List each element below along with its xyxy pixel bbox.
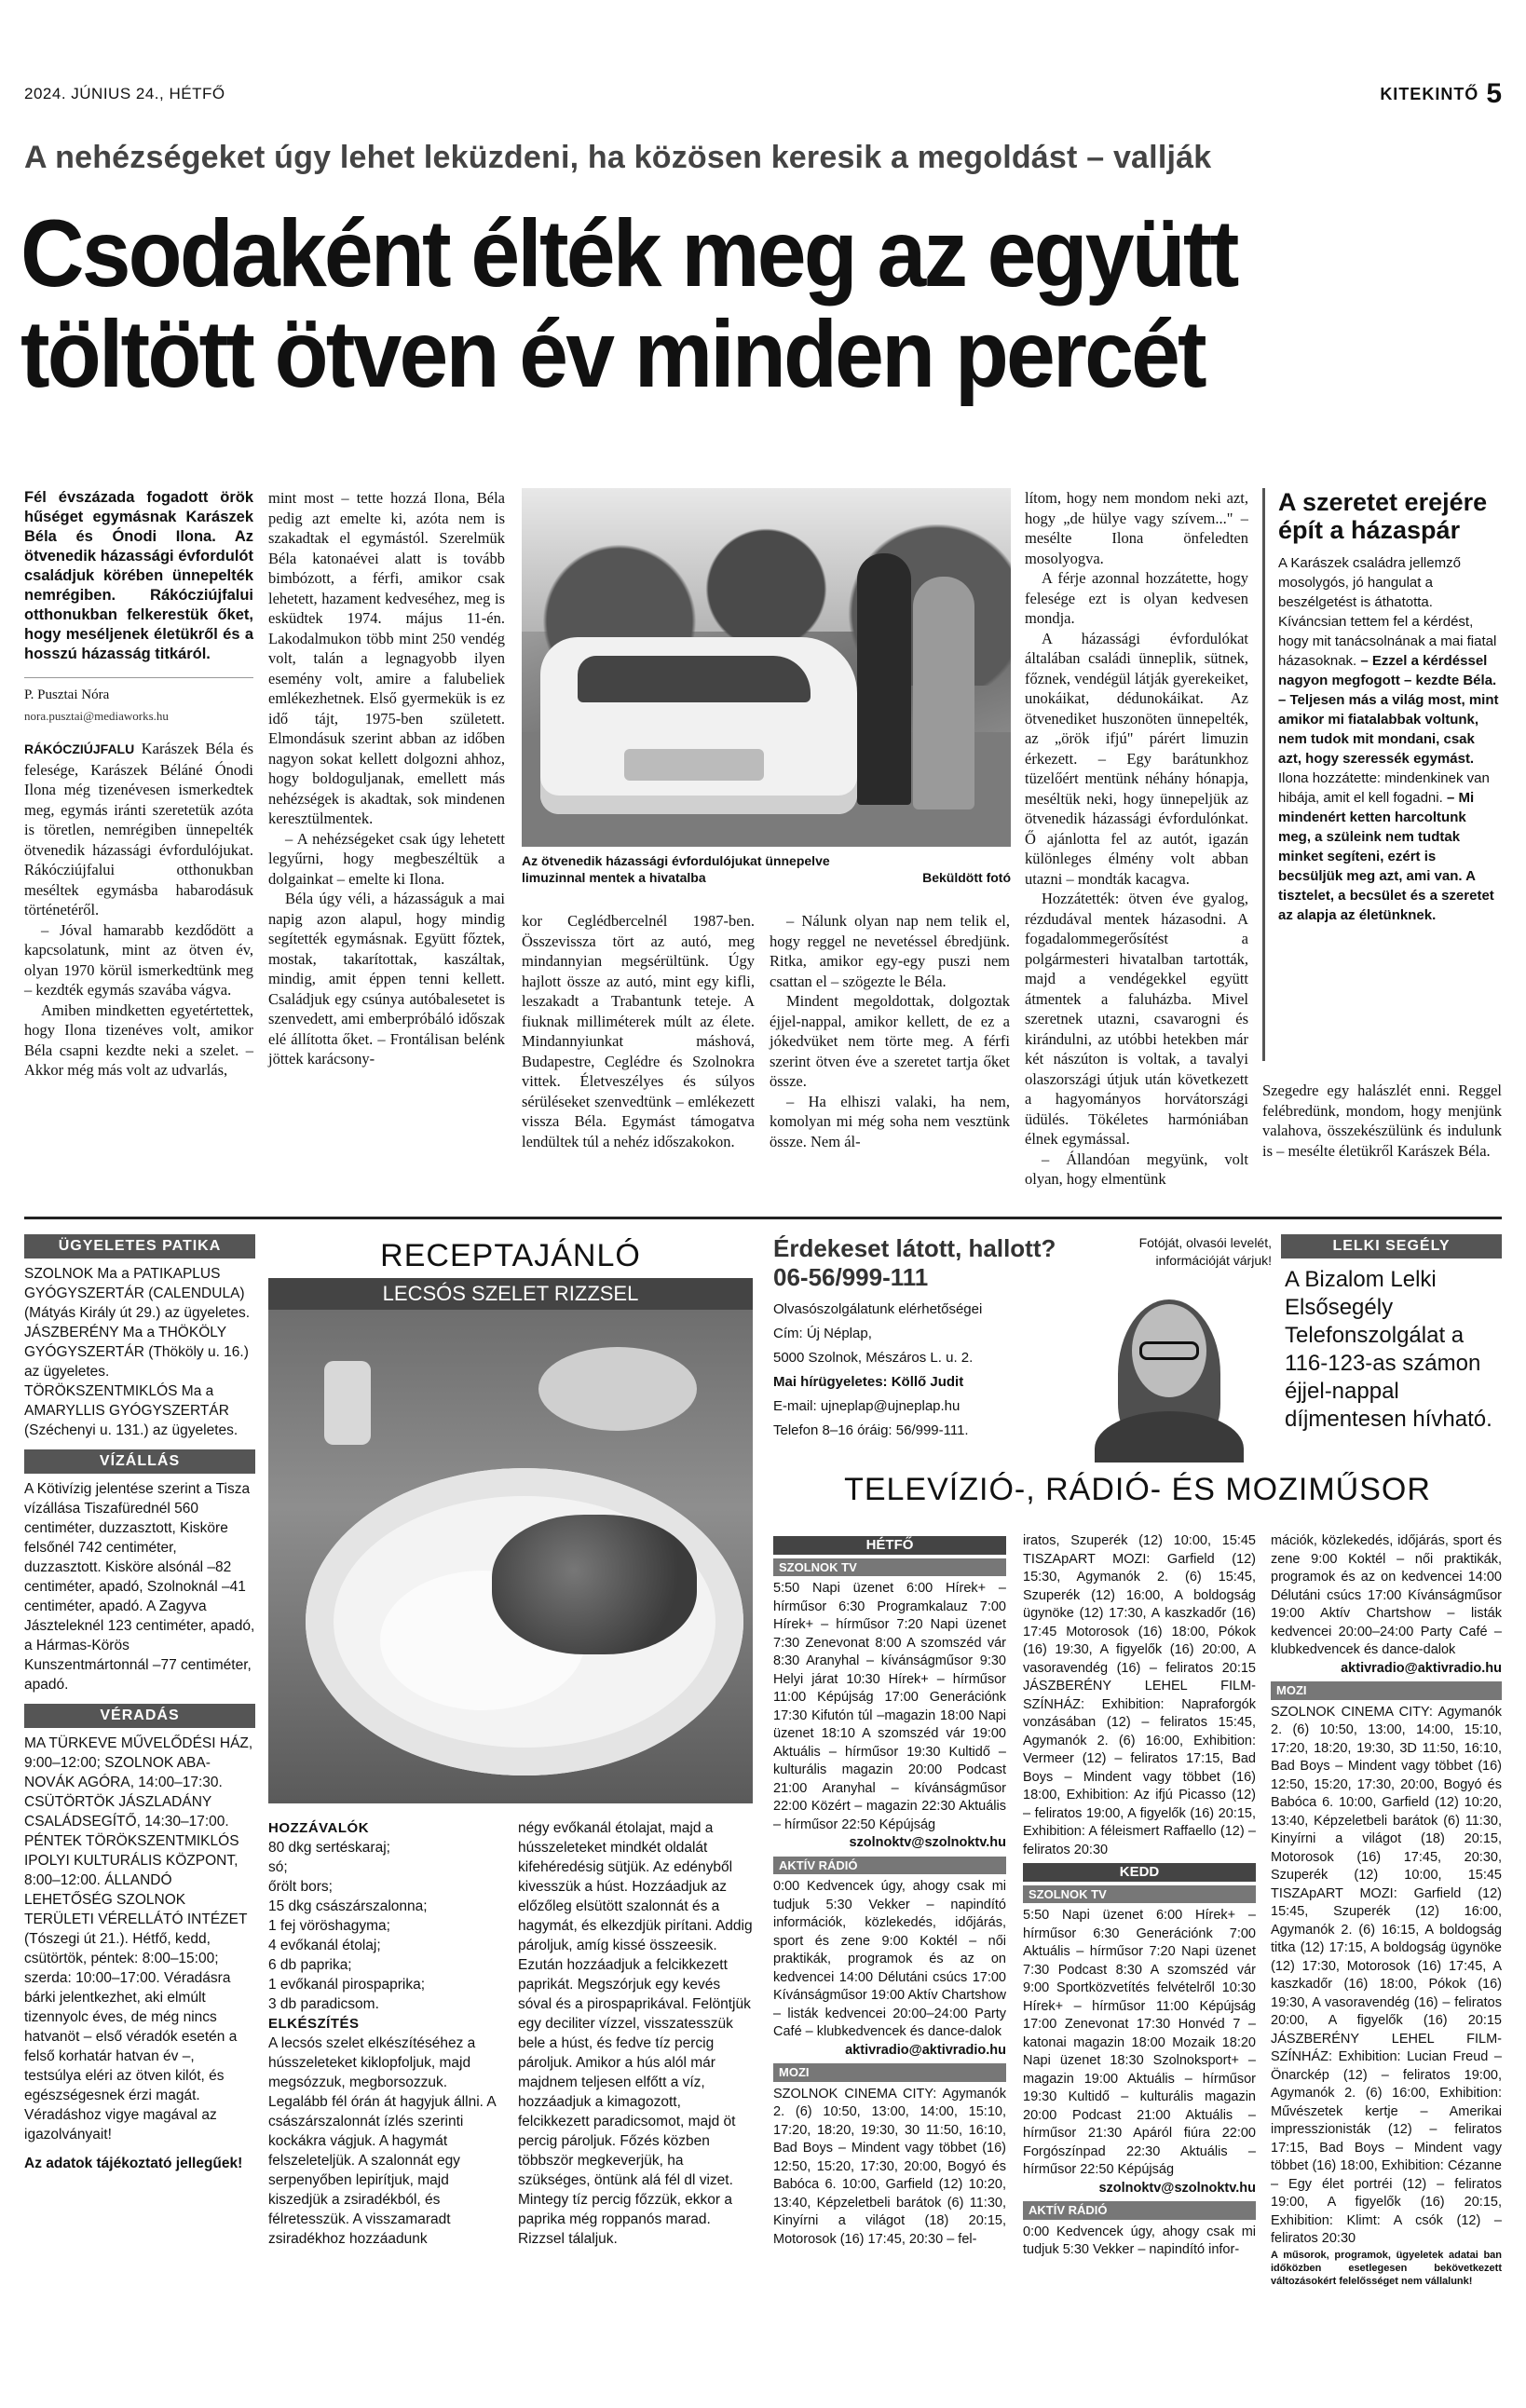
page-number: 5 <box>1486 78 1502 109</box>
article-headline <box>20 200 1398 407</box>
article-lead: Fél évszázada fogadott örök hűséget egymásnak Karászek Béla és Ónodi Ilona. Az ötvenedik házassági évfordulót családjuk körében ünnepelték nemrégiben. Rákócziújfalui otthonukban felkerestük őket, hogy meséljenek életükről és a hosszú házasság titkáról. <box>24 489 253 662</box>
blood-text: MA TÜRKEVE MŰVELŐDÉSI HÁZ, 9:00–12:00; SZOLNOK ABA-NOVÁK AGÓRA, 14:00–17:30. CSÜTÖRTÖK JÁSZLADÁNY CSALÁDSEGÍTŐ, 14:30–17:00. PÉNTEK TÖRÖKSZENTMIKLÓS IPOLYI KULTURÁLIS KÖZPONT, 8:00–12:00. ÁLLANDÓ LEHETŐSÉG SZOLNOK TERÜLETI VÉRELLÁTÓ INTÉZET (Tószegi út 21.). Hétfő, kedd, csütörtök, péntek: 8:00–15:00; szerda: 10:00–17:00. Véradásra bárki jelentkezhet, aki elmúlt tizennyolc éves, de még nincs hatvanöt – első véradók esetén a felső korhatár hatvan év –, testsúlya eléri az ötven kilót, és egészségesnek érzi magát. Véradáshoz vigye magával az igazolványait! <box>24 1735 253 2143</box>
recipe-subtitle: LECSÓS SZELET RIZZSEL <box>268 1278 753 1310</box>
water-text: A Kötivízig jelentése szerint a Tisza vízállása Tiszafürednél 560 centiméter, duzzasztott, Kisköre felsőnél 742 centiméter, duzzasztott. Kisköre alsónál –82 centiméter, apadó, Szolnoknál –41 centiméter, apadó. A Zagyva Jászteleknél 123 centiméter, apadó, a Hármas-Körös Kunszentmártonnál –77 centiméter, apadó. <box>24 1481 255 1693</box>
contact-note: Fotóját, olvasói levelét, információját várjuk! <box>1138 1235 1272 1268</box>
method-text-b: négy evőkanál étolajat, majd a hússzeleteket mindkét oldalát kifehéredésig sütjük. Az edényből kivesszük a húst. Hozzáadjuk az előzőleg elsütött szalonnát és a hagymát, és elkezdjük pirítani. Addig pároljuk, amíg kissé összeesik. Ezután hozzáadjuk a felcikkezett paprikát. Megszórjuk egy kevés sóval és a pirospaprikával. Felöntjük egy deciliter vízzel, visszatesszük bele a húst, és fedve tíz percig pároljuk. Amikor a hús alól már majdnem teljesen elfőtt a víz, hozzáadjuk a kimagozott, felcikkezett paradicsomot, majd öt percig pároljuk. Főzés közben többször megkeverjük, ha szükséges, öntünk alá fél dl vizet. Mintegy tíz percig főzzük, ekkor a paprika még roppanós marad. Rizzsel tálaljuk. <box>518 1820 753 2247</box>
sidebar-title: A szeretet erejére épít a házaspár <box>1278 488 1488 544</box>
dish-photo <box>268 1310 753 1803</box>
author-email: nora.pusztai@mediaworks.hu <box>24 708 169 723</box>
sidebar-box <box>1262 488 1502 1061</box>
page-header <box>24 78 1502 110</box>
article-column-3: kor Ceglédbercelnél 1987-ben. Összevissza tört az autó, meg mindannyian megsérültünk. Úgy hajlott össze az autó, mint egy kifli, leszakadt a Trabantunk teteje. A fiuknak milliméterek múlt az élete. Mindannyiunkat máshová, Budapestre, Ceglédre és Szolnokra vittek. Életveszélyes és súlyos sérüléseket szenvedtünk – emlékezett vissza Béla. Egymást támogatva lendültek túl a nehéz időszakokon. <box>522 912 755 1150</box>
service-strip <box>24 1234 255 2183</box>
recipe-box <box>268 1234 753 2249</box>
article-end: Szegedre egy halászlét enni. Reggel felébredünk, mondom, hogy menjünk valahova, összekészülünk és indulunk is – mesélte életükről Karászek Béla. <box>1262 1082 1502 1160</box>
contact-email: E-mail: ujneplap@ujneplap.hu <box>773 1398 961 1414</box>
ingredients-head: HOZZÁVALÓK <box>268 1820 370 1836</box>
editor-portrait <box>1085 1299 1253 1462</box>
section-name: KITEKINTŐ <box>1380 84 1479 103</box>
couple-limousine-photo <box>522 488 1011 847</box>
photo-caption: Az ötvenedik házassági évfordulójukat ünnepelve limuzinnal mentek a hivatalba Beküldött fotó <box>522 853 1011 885</box>
recipe-title: RECEPTAJÁNLÓ <box>380 1238 641 1273</box>
tv-disclaimer: A műsorok, programok, ügyeletek adatai ban időközben esetlegesen bekövetkezett változásokért felelősséget nem vállalunk! <box>1271 2249 1502 2287</box>
article-column-1: Fél évszázada fogadott örök hűséget egymásnak Karászek Béla és Ónodi Ilona. Az ötvenedik házassági évfordulót családjuk körében ünnepelték nemrégiben. Rákócziújfalui otthonukban felkerestük őket, hogy meséljenek életükről és a hosszú házasság titkáról. P. Pusztai Nóra nora.pusztai@mediaworks.hu RÁKÓCZIÚJFALU Karászek Béla és felesége, Karászek Béláné Ónodi Ilona még tizenévesen ismerkedtek meg, egymás iránti szeretetük azóta is töretlen, nemrégiben ünnepelték ötvenedik házassági évfordulójukat. Rákócziújfalui otthonukban meséltek egymásba habarodásuk történetéről. – Jóval hamarabb kezdődött a kapcsolatunk, mint az ötven év, olyan 1970 körül ismerkedtünk meg – kezdték egymás szavába vágva. Amiben mindketten egyetértettek, hogy Ilona tizenéves volt, amikor Béla csapni kezdte neki a szelet. – Akkor még más volt az udvarlás, <box>24 489 253 1079</box>
article-column-2: mint most – tette hozzá Ilona, Béla pedig azt emelte ki, azóta nem is szakadtak el egymástól. Szerelmük Béla katonaévei alatt is tovább bimbózott, a férfi, amikor csak lehetett, hazament kedveséhez, meg is esküdtek 1974. május 11-én. Lakodalmukon több mint 250 vendég volt, talán a legnagyobb ilyen esemény volt, amire a falubeliek emlékezhetnek. Első gyermekük is ez idő tájt, 1975-ben született. Elmondásuk szerint abban az időben nagyon sokat kellett dolgozni ahhoz, hogy boldoguljanak, emellett más nehézségek is akadtak, sok mindenen keresztülmentek. – A nehézségeket csak úgy lehetett legyűrni, hogy megbeszéltük a dolgainkat – emelte ki Ilona. Béla úgy véli, a házasságuk a mai napig azon alapul, hogy mindig segítették egymásnak. Együtt főztek, mostak, takarítottak, kaszáltak, mindig, amit éppen tenni kellett. Családjuk egy csúnya autóbalesetet is szenvedett, ami emberpróbáló időszak elé állította őket. – Frontálisan belénk jöttek karácsony- <box>268 489 505 1068</box>
method-head: ELKÉSZÍTÉS <box>268 2016 360 2032</box>
article-column-4: – Nálunk olyan nap nem telik el, hogy reggel ne nevetéssel ébredjünk. Ritka, amikor egy-egy puszi nem csattan el – szögezte le Béla. Mindent megoldottak, dolgoztak éjjel-nappal, amikor kellett, de ez a jókedvüket nem törte meg. A férfi szerint ötven éve a szeretet tartja őket össze. – Ha elhiszi valaki, ha nem, komolyan mi még soha nem vesztünk össze. Nem ál- <box>770 912 1010 1150</box>
contact-phone: 06-56/999-111 <box>773 1263 929 1291</box>
section-divider <box>24 1217 1502 1219</box>
blood-note: Az adatok tájékoztató jellegűek! <box>24 2156 243 2171</box>
pharmacy-text: SZOLNOK Ma a PATIKAPLUS GYÓGYSZERTÁR (CALENDULA) (Mátyás Király út 29.) az ügyeletes. JÁSZBERÉNY Ma a THÖKÖLY GYÓGYSZERTÁR (Thököly u. 16.) az ügyeletes. TÖRÖKSZENTMIKLÓS Ma a AMARYLLIS GYÓGYSZERTÁR (Széchenyi u. 131.) az ügyeletes. <box>24 1266 251 1438</box>
blood-title: VÉRADÁS <box>24 1704 255 1728</box>
helpline-box <box>1281 1234 1502 1441</box>
dateline: RÁKÓCZIÚJFALU <box>24 741 135 756</box>
reader-contact-box: Érdekeset látott, hallott? 06-56/999-111 Olvasószolgálatunk elérhetőségei Cím: Új Néplap, 5000 Szolnok, Mészáros L. u. 2. Mai hírügyeletes: Köllő Judit E-mail: ujneplap@ujneplap.hu Telefon 8–16 óráig: 56/999-111. Fotóját, olvasói levelét, információját várjuk! <box>773 1234 1272 1458</box>
tv-column-1: HÉTFŐ SZOLNOK TV 5:50 Napi üzenet 6:00 Hírek+ – hírműsor 6:30 Programkalauz 7:00 Hírek+ – hírműsor 7:20 Napi üzenet 7:30 Zenevonat 8:00 A szomszéd vár 8:30 Aranyhal – kívánságműsor 9:30 Helyi járat 10:30 Hírek+ – hírműsor 11:00 Képújság 17:00 Generációnk 17:30 Kifutón túl –magazin 18:00 Napi üzenet 18:10 A szomszéd vár 19:00 Aktuális – hírműsor 19:30 Kultidő – kulturális magazin 20:00 Podcast 21:00 Aranyhal – kívánságműsor 22:00 Közért – magazin 22:30 Aktuális – hírműsor 22:50 Képújság szolnoktv@szolnoktv.hu AKTÍV RÁDIÓ 0:00 Kedvencek úgy, ahogy csak mi tudjuk 5:30 Vekker – napindító információk, közlekedés, időjárás, sport és zene 9:00 Koktél – női praktikák, programok és az on kedvencei 14:00 Délutáni csúcs 17:00 Kívánságműsor 19:00 Aktív Chartshow – listák kedvencei 20:00–24:00 Party Café – klubkedvencek és dance-dalok aktivradio@aktivradio.hu MOZI SZOLNOK CINEMA CITY: Agymanók 2. (6) 10:50, 13:00, 14:00, 15:10, 17:20, 18:20, 19:30, 30 11:50, 16:10, Bad Boys – Mindent vagy többet (16) 12:50, 15:20, 17:30, 20:00, Bogyó és Babóca 6. 10:00, Garfield (12) 10:20, 13:40, Képzeletbeli barátok (6) 11:30, Kinyírni a világot (18) 20:15, Motorosok (16) 17:45, 20:30 – fel- <box>773 1537 1006 2247</box>
method-text-a: A lecsós szelet elkészítéséhez a hússzeleteket kiklopfoljuk, majd megsózzuk, megborsozzuk. Legalább fél órán át hagyjuk állni. A császárszalonnát ízlés szerinti kockákra vágjuk. A hagymát felszeleteljük. A szalonnát egy serpenyőben lepirítjuk, majd kiszedjük a zsiradékból, és félretesszük. A visszamaradt zsiradékhoz hozzáadunk <box>268 2035 496 2247</box>
contact-heading: Érdekeset látott, hallott? <box>773 1234 1056 1262</box>
helpline-text: A Bizalom Lelki Elsősegély Telefonszolgálat a 116-123-as számon éjjel-nappal díjmentesen hívható. <box>1285 1267 1492 1432</box>
sidebar-body: A Karászek családra jellemző mosolygós, jó hangulat a beszélgetést is áthatotta. Kíváncsian tettem fel a kérdést, hogy mit tanácsolnának a mai fiatal házasoknak. – Ezzel a kérdéssel nagyon megfogott – kezdte Béla. – Teljesen más a világ most, mint amikor mi fiatalabbak voltunk, nem tudok mit mondani, csak azt, hogy szeressék egymást. Ilona hozzátette: mindenkinek van hibája, amit el kell fogadni. – Mi mindenért ketten harcoltunk meg, a szüleink nem tudtak minket segíteni, ezért is becsüljük meg azt, ami van. A tisztelet, a becsület és a szeretet az alapja az életünknek. <box>1278 555 1499 923</box>
author-name: P. Pusztai Nóra <box>24 677 253 706</box>
water-title: VÍZÁLLÁS <box>24 1449 255 1474</box>
tv-column-2: iratos, Szuperék (12) 10:00, 15:45 TISZApART MOZI: Garfield (12) 15:30, Agymanók 2. (6) 15:45, Szuperék (12) 16:00, A boldogság ügynöke (12) 17:30, A kaszkadőr (16) 17:45 Motorosok (16) 18:00, Pókok (16) 19:30, A figyelők (16) 20:00, A vasoravendég (16) – feliratos 20:15 JÁSZBERÉNY LEHEL FILM-SZÍNHÁZ: Exhibition: Napraforgók vonzásában (12) – feliratos 15:45, Agymanók 2. (6) 16:00, Exhibition: Vermeer (12) – feliratos 17:15, Bad Boys – Mindent vagy többet (16) 18:00, Exhibition: Az ifjú Picasso (12) – feliratos 19:00, A figyelők (16) 20:15, Exhibition: A féleismert Raffaello (12) – feliratos 20:30 KEDD SZOLNOK TV 5:50 Napi üzenet 6:00 Hírek+ – hírműsor 6:30 Generációnk 7:00 Aktuális – hírműsor 7:20 Napi üzenet 7:30 Podcast 8:30 A szomszéd vár 9:00 Sportközvetítés felvételről 10:30 Hírek+ – hírműsor 11:00 Képújság 17:00 Zenevonat 17:30 Honvéd 7 – katonai magazin 18:00 Mozaik 18:20 Napi üzenet 18:30 Szolnoksport+ – magazin 19:00 Aktuális – hírműsor 19:30 Kultidő – kulturális magazin 20:00 Podcast 21:00 Aktuális – hírműsor 21:30 Apáról fiúra 22:00 Forgószínpad 22:30 Aktuális – hírműsor 22:50 Képújság szolnoktv@szolnoktv.hu AKTÍV RÁDIÓ 0:00 Kedvencek úgy, ahogy csak mi tudjuk 5:30 Vekker – napindító infor- <box>1023 1533 1256 2257</box>
tv-section-title: TELEVÍZIÓ-, RÁDIÓ- ÉS MOZIMŰSOR <box>844 1472 1431 1507</box>
ingredients: HOZZÁVALÓK 80 dkg sertéskaraj; só; őrölt bors; 15 dkg császárszalonna; 1 fej vöröshagyma; 4 evőkanál étolaj; 6 db paprika; 1 evőkanál pirospaprika; 3 db paradicsom. ELKÉSZÍTÉS A lecsós szelet elkészítéséhez a hússzeleteket kiklopfoljuk, majd megsózzuk, megborsozzuk. Legalább fél órán át hagyjuk állni. A császárszalonnát ízlés szerinti kockákra vágjuk. A hagymát felszeleteljük. A szalonnát egy serpenyőben lepirítjuk, majd kiszedjük a zsiradékból, és félretesszük. A visszamaradt zsiradékhoz hozzáadunk <box>268 1818 503 2249</box>
photo-credit: Beküldött fotó <box>922 870 1011 885</box>
headline-line-2: töltött ötven év minden percét <box>20 301 1205 407</box>
pharmacy-title: ÜGYELETES PATIKA <box>24 1234 255 1258</box>
headline-line-1: Csodaként élték meg az együtt <box>20 200 1237 306</box>
article-column-5: lítom, hogy nem mondom neki azt, hogy „de hülye vagy szívem..." – mesélte Ilona önfeledten mosolyogva. A férje azonnal hozzátette, hogy felesége ezt is olyan kedvesen mondja. A házassági évfordulókat általában családi ünneplik, sütnek, főznek, vendégül látják gyerekeiket, unokáikat, dédunokáikat. Az ötvenediket huszonöten ünnepelték, az „örök ifjú" párért limuzin érkezett. – Egy barátunkhoz tüzelőért mentünk néhány hónapja, meséltük neki, hogy ünnepeljük az ötvenedik házassági évfordulónkat. Ő ajánlotta fel az autót, igazán különleges élmény volt abban utazni – mondták kacagva. Hozzátették: ötven éve gyalog, rézdudával mentek házasodni. A fogadalommegerősítést a polgármesteri hivatalban tartották, majd a vendégekkel együtt átmentek a faluházba. Mivel szeretnek utazni, csavarogni és kirándulni, az utóbbi hetekben már két nászúton is voltak, a tavalyi olaszországi útjuk után következett a hagyományos horvátországi üdülés. Tökéletes harmóniában élnek egymással. – Állandóan megyünk, volt olyan, hogy elmentünk <box>1025 489 1248 1188</box>
issue-date: 2024. JÚNIUS 24., HÉTFŐ <box>24 85 225 102</box>
tv-column-3: mációk, közlekedés, időjárás, sport és zene 9:00 Koktél – női praktikák, programok és az on kedvencei 14:00 Délutáni csúcs 17:00 Kívánságműsor 19:00 Aktív Chartshow – listák kedvencei 20:00–24:00 Party Café – klubkedvencek és dance-dalok aktivradio@aktivradio.hu MOZI SZOLNOK CINEMA CITY: Agymanók 2. (6) 10:50, 13:00, 14:00, 15:10, 17:20, 18:20, 19:30, 3D 11:50, 16:10, Bad Boys – Mindent vagy többet (16) 12:50, 15:20, 17:30, 20:00, Bogyó és Babóca 6. 10:00, Garfield (12) 10:20, 13:40, Képzeletbeli barátok (6) 11:30, Kinyírni a világot (18) 20:15, Motorosok (16) 17:45, 20:30, Szuperék (12) 10:00, 15:45 TISZApART MOZI: Garfield (12) 15:45, Szuperék (12) 16:00, Agymanók 2. (6) 16:15, A boldogság titka (12) 17:15, A boldogság ügynöke (12) 17:30, Motorosok (16) 17:45, A kaszkadőr (16) 18:00, Pókok (16) 19:30, A vasoravendég (16) – feliratos 20:00, A figyelők (16) 20:15 JÁSZBERÉNY LEHEL FILM-SZÍNHÁZ: Exhibition: Lucian Freud – Önarckép (12) – feliratos 19:00, Agymanók 2. (6) 16:00, Exhibition: Művészetek kertje – Amerikai impresszionisták (12) – feliratos 17:15, Bad Boys – Mindent vagy többet (16) 18:00, Exhibition: Cézanne – Egy élet portréi (12) – feliratos 19:00, A figyelők (16) 20:15, Exhibition: Klimt: A csók (12) – feliratos 20:30 A műsorok, programok, ügyeletek adatai ban időközben esetlegesen bekövetkezett változásokért felelősséget nem vállalunk! <box>1271 1533 1502 2287</box>
article-kicker: A nehézségeket úgy lehet leküzdeni, ha közösen keresik a megoldást – vallják <box>24 140 1212 175</box>
helpline-title: LELKI SEGÉLY <box>1281 1234 1502 1258</box>
